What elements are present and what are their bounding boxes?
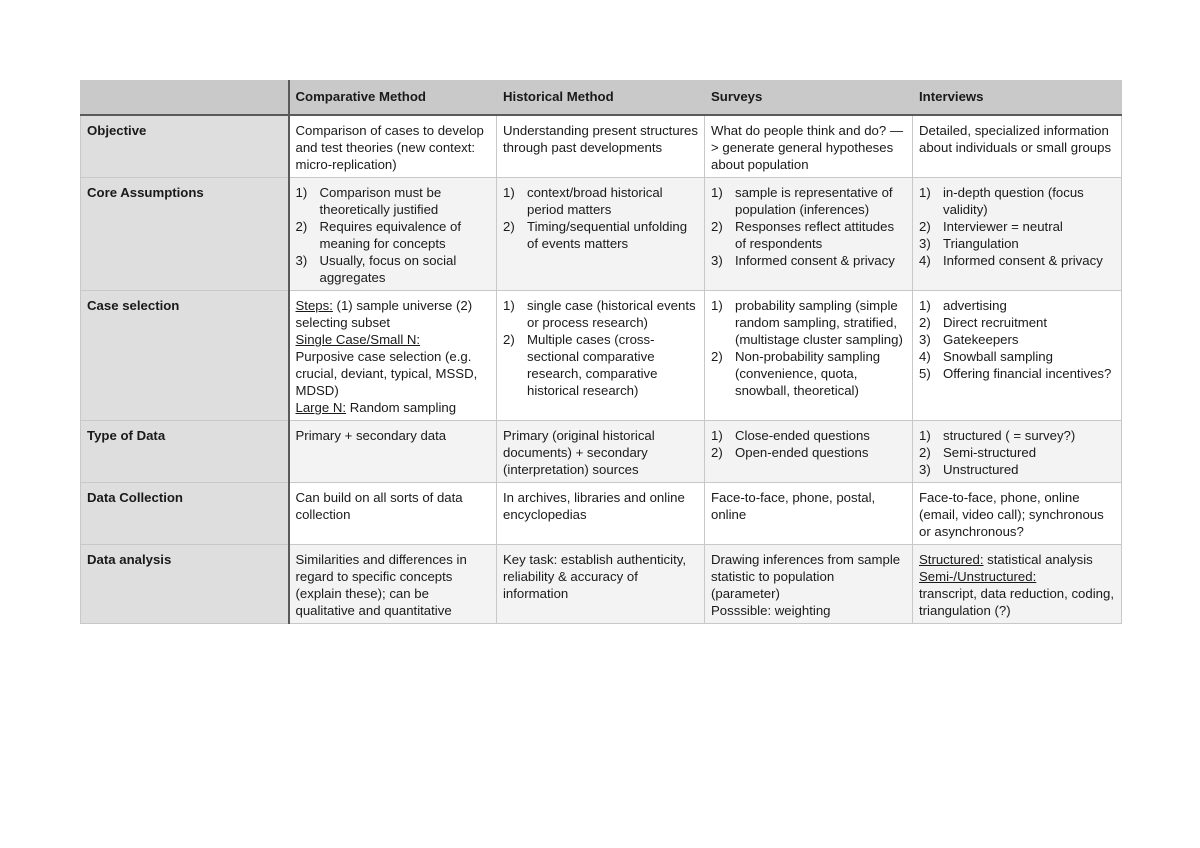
list-number: 2) bbox=[711, 349, 723, 364]
numbered-list bbox=[919, 297, 1115, 382]
table-cell-interviews bbox=[913, 483, 1122, 545]
table-row bbox=[81, 421, 1122, 483]
list-item-text: in-depth question (focus validity) bbox=[943, 185, 1084, 217]
numbered-list bbox=[711, 427, 906, 461]
list-item-text: structured ( = survey?) bbox=[943, 428, 1076, 443]
list-number: 3) bbox=[711, 253, 723, 268]
list-item bbox=[919, 348, 1115, 365]
line-text: Random sampling bbox=[346, 400, 457, 415]
list-number: 1) bbox=[919, 428, 931, 443]
list-number: 4) bbox=[919, 253, 931, 268]
line-text: statistical analysis bbox=[983, 552, 1093, 567]
numbered-list bbox=[919, 427, 1115, 478]
list-number: 2) bbox=[919, 315, 931, 330]
list-item bbox=[296, 218, 491, 252]
table-cell-historical-method bbox=[497, 115, 705, 178]
cell-line bbox=[919, 585, 1115, 619]
list-item bbox=[919, 444, 1115, 461]
header-corner-cell bbox=[81, 81, 289, 116]
line-text: transcript, data reduction, coding, triangulation (?) bbox=[919, 586, 1114, 618]
list-number: 2) bbox=[919, 219, 931, 234]
list-item-text: Close-ended questions bbox=[735, 428, 870, 443]
list-number: 1) bbox=[711, 185, 723, 200]
list-item-text: advertising bbox=[943, 298, 1007, 313]
table-cell-surveys bbox=[705, 291, 913, 421]
numbered-list bbox=[296, 184, 491, 286]
cell-text: Similarities and differences in regard to specific concepts (explain these); can be qualitative and quantitative bbox=[295, 552, 467, 618]
cell-line bbox=[296, 348, 491, 399]
cell-text: Understanding present structures through past developments bbox=[503, 123, 698, 155]
cell-line bbox=[711, 602, 906, 619]
cell-line bbox=[711, 551, 906, 602]
cell-text: Detailed, specialized information about individuals or small groups bbox=[919, 123, 1112, 155]
list-item bbox=[711, 427, 906, 444]
row-label: Data Collection bbox=[81, 483, 289, 545]
table-cell-comparative-method bbox=[289, 178, 497, 291]
list-item-text: Open-ended questions bbox=[735, 445, 869, 460]
list-item bbox=[503, 331, 698, 399]
list-number: 1) bbox=[919, 185, 931, 200]
list-number: 2) bbox=[503, 219, 515, 234]
list-number: 5) bbox=[919, 366, 931, 381]
list-item-text: Multiple cases (cross-sectional comparative research, comparative historical research) bbox=[527, 332, 658, 398]
header-row bbox=[81, 81, 1122, 116]
cell-text: Can build on all sorts of data collection bbox=[295, 490, 463, 522]
list-number: 2) bbox=[295, 219, 308, 234]
list-number: 2) bbox=[711, 445, 723, 460]
underlined-term: Large N: bbox=[295, 400, 347, 415]
list-number: 1) bbox=[919, 298, 931, 313]
table-row bbox=[81, 178, 1122, 291]
cell-line bbox=[919, 568, 1115, 585]
table-cell-comparative-method bbox=[289, 545, 497, 624]
list-item bbox=[711, 218, 906, 252]
table-cell-comparative-method bbox=[289, 483, 497, 545]
table-cell-interviews bbox=[913, 545, 1122, 624]
table-cell-surveys bbox=[705, 178, 913, 291]
list-number: 3) bbox=[919, 462, 931, 477]
line-text: Posssible: weighting bbox=[711, 603, 831, 618]
column-header-historical-method: Historical Method bbox=[497, 81, 705, 116]
table-cell-surveys bbox=[705, 115, 913, 178]
list-item-text: Informed consent & privacy bbox=[943, 253, 1103, 268]
list-number: 1) bbox=[503, 298, 515, 313]
numbered-list bbox=[711, 297, 906, 399]
table-cell-historical-method bbox=[497, 483, 705, 545]
table-row bbox=[81, 545, 1122, 624]
list-item bbox=[503, 218, 698, 252]
cell-text: In archives, libraries and online encyclopedias bbox=[503, 490, 685, 522]
underlined-term: Single Case/Small N: bbox=[295, 332, 421, 347]
list-number: 1) bbox=[711, 428, 723, 443]
list-item bbox=[503, 184, 698, 218]
cell-text: Comparison of cases to develop and test theories (new context: micro-replication) bbox=[295, 123, 484, 172]
table-cell-surveys bbox=[705, 483, 913, 545]
cell-text: What do people think and do? —> generate general hypotheses about population bbox=[711, 123, 904, 172]
row-label: Case selection bbox=[81, 291, 289, 421]
cell-line bbox=[296, 399, 491, 416]
cell-text: Primary + secondary data bbox=[295, 428, 447, 443]
row-label: Type of Data bbox=[81, 421, 289, 483]
table-cell-interviews bbox=[913, 291, 1122, 421]
list-item bbox=[711, 297, 906, 348]
methods-comparison-table bbox=[80, 80, 1122, 624]
table-row bbox=[81, 115, 1122, 178]
list-item-text: Snowball sampling bbox=[943, 349, 1053, 364]
list-item-text: Direct recruitment bbox=[943, 315, 1048, 330]
list-item bbox=[919, 461, 1115, 478]
cell-line bbox=[296, 331, 491, 348]
list-item-text: Gatekeepers bbox=[943, 332, 1019, 347]
cell-text: Primary (original historical documents) + secondary (interpretation) sources bbox=[503, 428, 655, 477]
list-item-text: probability sampling (simple random sampling, stratified, (multistage cluster sampling) bbox=[735, 298, 903, 347]
list-item-text: Requires equivalence of meaning for concepts bbox=[319, 219, 461, 251]
table-row bbox=[81, 291, 1122, 421]
list-number: 2) bbox=[919, 445, 931, 460]
numbered-list bbox=[503, 297, 698, 399]
list-item bbox=[919, 235, 1115, 252]
list-item bbox=[919, 297, 1115, 314]
list-item bbox=[919, 184, 1115, 218]
list-item-text: Unstructured bbox=[943, 462, 1019, 477]
list-number: 1) bbox=[295, 185, 308, 200]
row-label: Data analysis bbox=[81, 545, 289, 624]
list-item-text: single case (historical events or process research) bbox=[527, 298, 696, 330]
table-cell-surveys bbox=[705, 421, 913, 483]
cell-line bbox=[296, 297, 491, 331]
table-cell-historical-method bbox=[497, 545, 705, 624]
list-item-text: Comparison must be theoretically justified bbox=[319, 185, 442, 217]
cell-text: Face-to-face, phone, online (email, video call); synchronous or asynchronous? bbox=[919, 490, 1104, 539]
list-item bbox=[919, 218, 1115, 235]
table-cell-interviews bbox=[913, 178, 1122, 291]
row-label: Core Assumptions bbox=[81, 178, 289, 291]
table-cell-interviews bbox=[913, 115, 1122, 178]
numbered-list bbox=[919, 184, 1115, 269]
list-item bbox=[296, 184, 491, 218]
list-item-text: Offering financial incentives? bbox=[943, 366, 1112, 381]
list-item-text: Semi-structured bbox=[943, 445, 1037, 460]
underlined-term: Semi-/Unstructured: bbox=[919, 569, 1037, 584]
cell-text: Face-to-face, phone, postal, online bbox=[711, 490, 876, 522]
table-cell-comparative-method bbox=[289, 291, 497, 421]
list-item bbox=[711, 252, 906, 269]
list-item-text: Informed consent & privacy bbox=[735, 253, 895, 268]
underlined-term: Steps: bbox=[295, 298, 333, 313]
cell-text: Key task: establish authenticity, reliability & accuracy of information bbox=[503, 552, 687, 601]
list-item bbox=[711, 184, 906, 218]
list-item bbox=[919, 365, 1115, 382]
numbered-list bbox=[711, 184, 906, 269]
list-item-text: Triangulation bbox=[943, 236, 1019, 251]
row-label: Objective bbox=[81, 115, 289, 178]
list-number: 1) bbox=[711, 298, 723, 313]
column-header-comparative-method: Comparative Method bbox=[289, 81, 497, 116]
list-number: 1) bbox=[503, 185, 515, 200]
list-item bbox=[711, 348, 906, 399]
list-item bbox=[919, 331, 1115, 348]
line-text: (1) sample universe (2) selecting subset bbox=[295, 298, 473, 330]
list-item bbox=[919, 314, 1115, 331]
table-row bbox=[81, 483, 1122, 545]
list-number: 3) bbox=[919, 236, 931, 251]
cell-line bbox=[919, 551, 1115, 568]
list-number: 3) bbox=[295, 253, 308, 268]
underlined-term: Structured: bbox=[919, 552, 984, 567]
list-item bbox=[919, 427, 1115, 444]
list-item bbox=[919, 252, 1115, 269]
table-cell-comparative-method bbox=[289, 115, 497, 178]
list-number: 2) bbox=[503, 332, 515, 347]
list-item bbox=[711, 444, 906, 461]
column-header-interviews: Interviews bbox=[913, 81, 1122, 116]
list-item bbox=[503, 297, 698, 331]
line-text: Purposive case selection (e.g. crucial, deviant, typical, MSSD, MDSD) bbox=[295, 349, 478, 398]
list-item-text: Timing/sequential unfolding of events matters bbox=[527, 219, 688, 251]
table-cell-historical-method bbox=[497, 421, 705, 483]
list-number: 3) bbox=[919, 332, 931, 347]
list-item-text: Usually, focus on social aggregates bbox=[319, 253, 457, 285]
line-text: Drawing inferences from sample statistic to population (parameter) bbox=[711, 552, 901, 601]
table-cell-surveys bbox=[705, 545, 913, 624]
list-item-text: context/broad historical period matters bbox=[527, 185, 663, 217]
list-item bbox=[296, 252, 491, 286]
list-item-text: sample is representative of population (inferences) bbox=[735, 185, 893, 217]
table-cell-historical-method bbox=[497, 291, 705, 421]
list-number: 4) bbox=[919, 349, 931, 364]
list-item-text: Responses reflect attitudes of respondents bbox=[735, 219, 895, 251]
list-item-text: Interviewer = neutral bbox=[943, 219, 1063, 234]
table-cell-historical-method bbox=[497, 178, 705, 291]
table-cell-interviews bbox=[913, 421, 1122, 483]
column-header-surveys: Surveys bbox=[705, 81, 913, 116]
table-cell-comparative-method bbox=[289, 421, 497, 483]
list-item-text: Non-probability sampling (convenience, quota, snowball, theoretical) bbox=[735, 349, 881, 398]
list-number: 2) bbox=[711, 219, 723, 234]
numbered-list bbox=[503, 184, 698, 252]
